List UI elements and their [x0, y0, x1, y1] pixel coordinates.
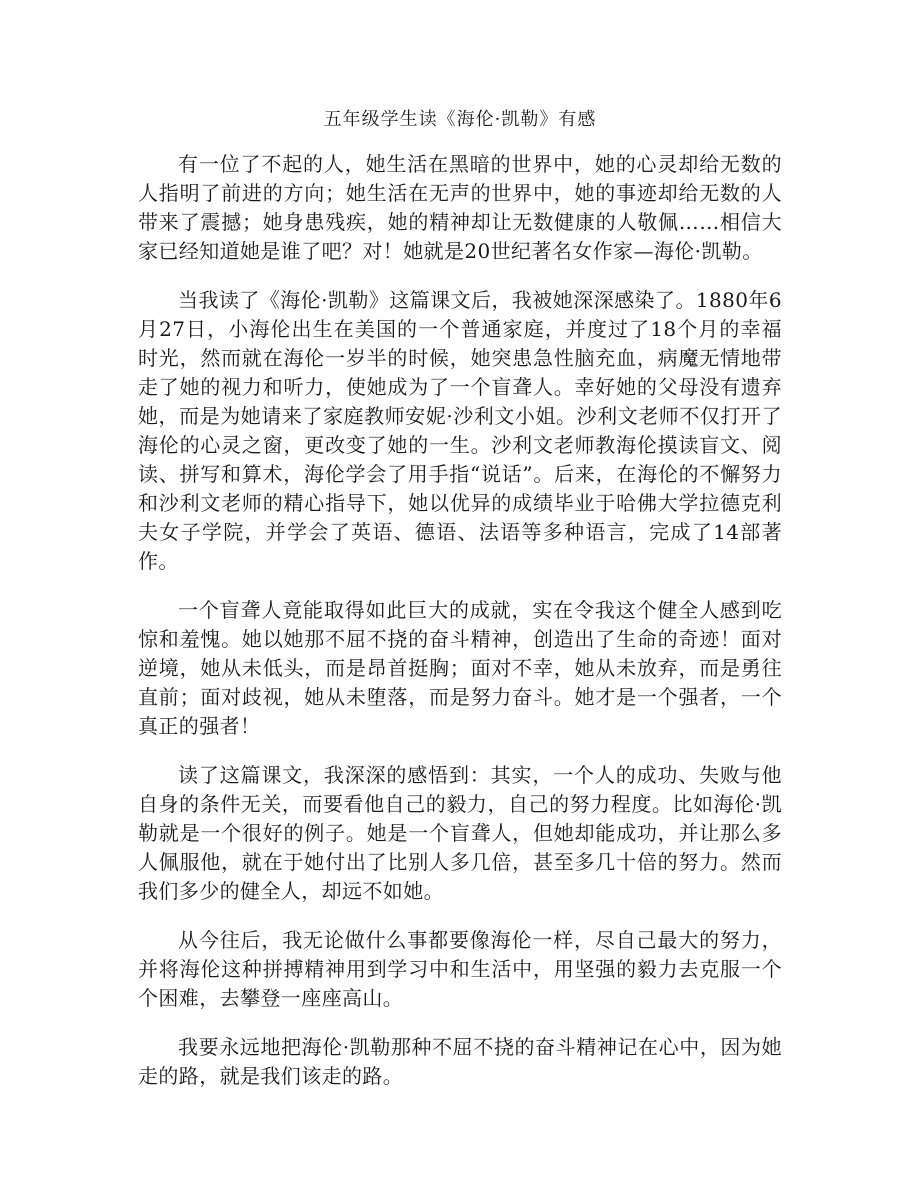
- paragraph-6: 我要永远地把海伦·凯勒那种不屈不挠的奋斗精神记在心中，因为她走的路，就是我们该走的路。: [138, 1035, 782, 1088]
- paragraph-4: 读了这篇课文，我深深的感悟到：其实，一个人的成功、失败与他自身的条件无关，而要看他自己的毅力，自己的努力程度。比如海伦·凯勒就是一个很好的例子。她是一个盲聋人，但她却能成功，并让那么多人佩服他，就在于她付出了比别人多几倍，甚至多几十倍的努力。然而我们多少的健全人，却远不如她。: [138, 763, 782, 903]
- paragraph-2: 当我读了《海伦·凯勒》这篇课文后，我被她深深感染了。1880年6月27日，小海伦出生在美国的一个普通家庭，并度过了18个月的幸福时光，然而就在海伦一岁半的时候，她突患急性脑充血，病魔无情地带走了她的视力和听力，使她成为了一个盲聋人。幸好她的父母没有遗弃她，而是为她请来了家庭教师安妮·沙利文小姐。沙利文老师不仅打开了海伦的心灵之窗，更改变了她的一生。沙利文老师教海伦摸读盲文、阅读、拼写和算术，海伦学会了用手指“说话”。后来，在海伦的不懈努力和沙利文老师的精心指导下，她以优异的成绩毕业于哈佛大学拉德克利夫女子学院，并学会了英语、德语、法语等多种语言，完成了14部著作。: [138, 288, 782, 573]
- paragraph-1: 有一位了不起的人，她生活在黑暗的世界中，她的心灵却给无数的人指明了前进的方向；她生活在无声的世界中，她的事迹却给无数的人带来了震撼；她身患残疾，她的精神却让无数健康的人敬佩……相信大家已经知道她是谁了吧？对！她就是20世纪著名女作家—海伦·凯勒。: [138, 152, 782, 263]
- document-title: 五年级学生读《海伦·凯勒》有感: [323, 109, 597, 130]
- paragraph-5: 从今往后，我无论做什么事都要像海伦一样，尽自己最大的努力，并将海伦这种拼搏精神用到学习中和生活中，用坚强的毅力去克服一个个困难，去攀登一座座高山。: [138, 928, 782, 1010]
- paragraph-3: 一个盲聋人竟能取得如此巨大的成就，实在令我这个健全人感到吃惊和羞愧。她以她那不屈不挠的奋斗精神，创造出了生命的奇迹！面对逆境，她从未低头，而是昂首挺胸；面对不幸，她从未放弃，而是勇往直前；面对歧视，她从未堕落，而是努力奋斗。她才是一个强者，一个真正的强者！: [138, 598, 782, 738]
- document-body: [138, 150, 782, 1111]
